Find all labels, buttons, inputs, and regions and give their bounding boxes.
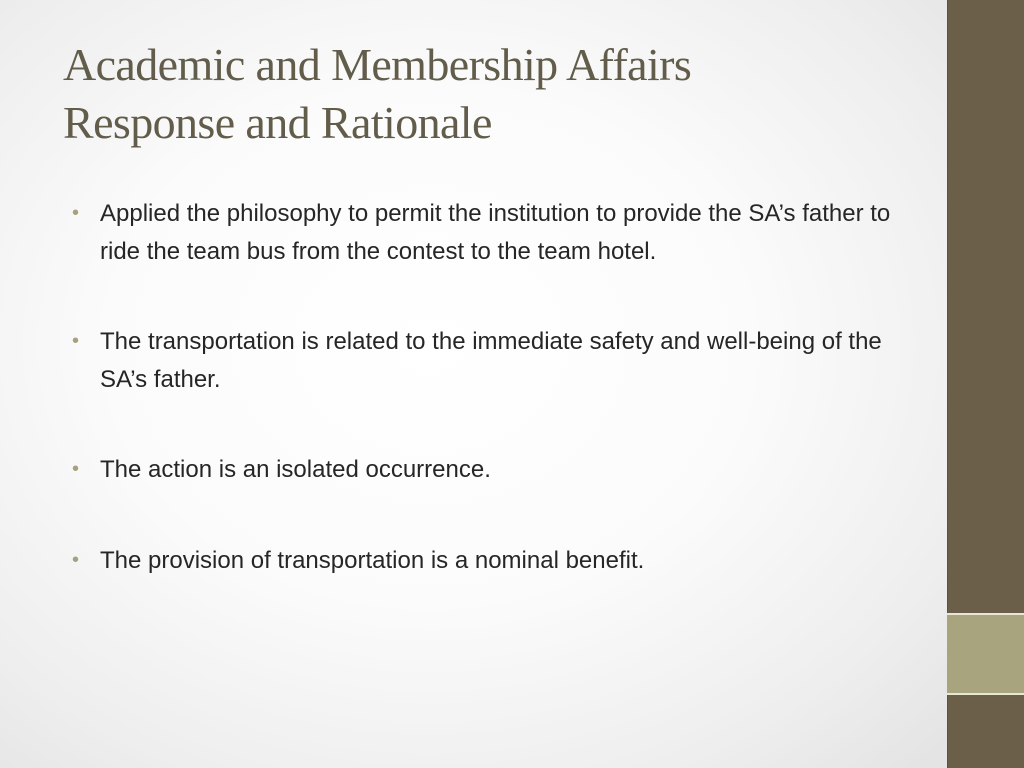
bullet-marker-icon: • [72, 458, 80, 480]
bullet-text: The transportation is related to the immediate safety and well-being of the SA’s father. [100, 328, 882, 393]
slide-title-line-1: Academic and Membership Affairs [63, 39, 692, 90]
bullet-list [70, 195, 910, 579]
bullet-marker-icon: • [72, 202, 80, 224]
bullet-item [70, 451, 910, 489]
bullet-item [70, 195, 910, 270]
bullet-marker-icon: • [72, 330, 80, 352]
bullet-marker-icon: • [72, 548, 80, 571]
bullet-text: The action is an isolated occurrence. [100, 456, 491, 483]
bullet-item [70, 542, 910, 580]
bullet-item [70, 323, 910, 398]
bullet-text: The provision of transportation is a nominal benefit. [100, 546, 645, 574]
slide-title-line-2: Response and Rationale [63, 97, 492, 148]
decorative-sidebar-accent [947, 613, 1024, 695]
slide-title [63, 36, 923, 152]
bullet-text: Applied the philosophy to permit the institution to provide the SA’s father to ride the team bus from the contest to the team hotel. [100, 200, 891, 265]
